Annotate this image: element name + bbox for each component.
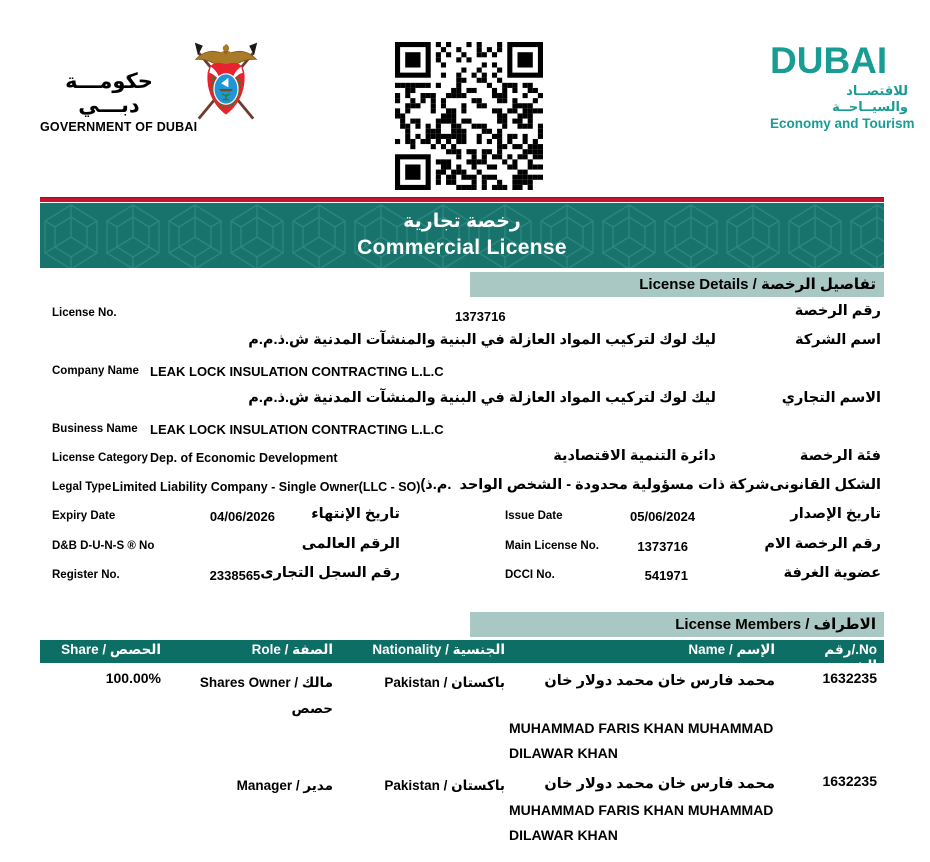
company-name-label-ar: اسم الشركة bbox=[794, 332, 881, 348]
business-name-value-ar: ليك لوك لتركيب المواد العازلة في البنية والمنشآت المدنية ش.ذ.م.م bbox=[248, 390, 716, 406]
gov-logo-arabic-title: حكومـــة دبـــي bbox=[65, 70, 153, 117]
license-category-label-en: License Category bbox=[52, 452, 148, 464]
det-logo-subtitle-arabic: للاقتصــاد والسيــاحــة bbox=[832, 83, 908, 114]
license-category-value-en: Dep. of Economic Development bbox=[150, 451, 338, 465]
issue-date-label-ar: تاريخ الإصدار bbox=[790, 506, 881, 522]
license-no-row bbox=[40, 302, 884, 331]
license-no-value: 1373716 bbox=[455, 309, 506, 324]
member-name-arabic: محمد فارس خان محمد دولار خان bbox=[544, 776, 775, 792]
license-category-value-ar: دائرة التنمية الاقتصادية bbox=[553, 448, 716, 464]
banner-title-english: Commercial License bbox=[357, 236, 567, 259]
duns-label-en: D&B D-U-N-S ® No bbox=[52, 539, 155, 552]
member-name-english: MUHAMMAD FARIS KHAN MUHAMMAD DILAWAR KHAN bbox=[509, 720, 774, 761]
col-header-nationality: Nationality / الجنسية bbox=[372, 642, 505, 657]
license-details-section-header: License Details / تفاصيل الرخصة bbox=[470, 272, 884, 297]
col-header-share: Share / الحصص bbox=[61, 642, 161, 657]
dcci-no-value: 541971 bbox=[644, 568, 688, 583]
main-license-no-label-en: Main License No. bbox=[505, 539, 599, 552]
legal-type-label-ar: الشكل القانونى bbox=[769, 477, 881, 493]
license-banner bbox=[40, 203, 884, 268]
company-name-value-en: LEAK LOCK INSULATION CONTRACTING L.L.C bbox=[150, 364, 444, 379]
member-role: Manager / مدير bbox=[236, 778, 333, 793]
company-name-arabic-row bbox=[40, 331, 884, 360]
business-name-value-en: LEAK LOCK INSULATION CONTRACTING L.L.C bbox=[150, 422, 444, 437]
license-details-table bbox=[40, 302, 884, 594]
company-name-value-ar: ليك لوك لتركيب المواد العازلة في البنية والمنشآت المدنية ش.ذ.م.م bbox=[248, 332, 716, 348]
member-nationality: Pakistan / باكستان bbox=[384, 778, 505, 793]
legal-type-label-en: Legal Type bbox=[52, 481, 112, 493]
license-no-label-en: License No. bbox=[52, 307, 117, 319]
dcci-no-label-ar: عضوية الغرفة bbox=[783, 565, 881, 581]
member-nationality: Pakistan / باكستان bbox=[384, 675, 505, 690]
register-no-label-ar: رقم السجل التجارى bbox=[260, 565, 400, 581]
register-dcci-row bbox=[40, 564, 884, 594]
col-header-role: Role / الصفة bbox=[251, 642, 333, 657]
main-license-no-label-ar: رقم الرخصة الام bbox=[764, 535, 881, 552]
duns-label-ar: الرقم العالمى bbox=[301, 535, 400, 552]
license-category-label-ar: فئة الرخصة bbox=[799, 448, 881, 464]
issue-date-value: 05/06/2024 bbox=[630, 509, 696, 524]
government-of-dubai-logo bbox=[40, 70, 198, 134]
member-row bbox=[40, 663, 884, 766]
expiry-date-label-ar: تاريخ الإنتهاء bbox=[311, 506, 400, 522]
company-name-label-en: Company Name bbox=[52, 365, 139, 377]
det-logo-wordmark: DUBAI bbox=[770, 40, 888, 81]
member-number: 1632235 bbox=[822, 670, 877, 686]
company-name-english-row bbox=[40, 360, 884, 389]
members-table-rows bbox=[40, 663, 884, 848]
member-name bbox=[509, 773, 779, 848]
gov-logo-english-title: GOVERNMENT OF DUBAI bbox=[40, 120, 198, 134]
legal-type-value-ar-fragment: (ذ.م. bbox=[420, 477, 452, 493]
banner-title-arabic: رخصة تجارية bbox=[403, 211, 521, 232]
qr-code-icon bbox=[395, 42, 543, 190]
register-no-label-en: Register No. bbox=[52, 569, 120, 581]
col-header-name: Name / الإسم bbox=[688, 642, 775, 657]
col-header-no: No./رقم الشخص bbox=[824, 642, 877, 673]
expiry-date-label-en: Expiry Date bbox=[52, 510, 116, 522]
legal-type-value-ar-main: شركة ذات مسؤولية محدودة - الشخص الواحد bbox=[459, 477, 770, 493]
members-table-header bbox=[40, 640, 884, 673]
member-name-english: MUHAMMAD FARIS KHAN MUHAMMAD DILAWAR KHAN bbox=[509, 802, 774, 843]
legal-type-value-en: Limited Liability Company - Single Owner(LLC - SO) bbox=[112, 480, 421, 494]
expiry-date-value: 04/06/2026 bbox=[209, 509, 275, 524]
license-members-section-header: License Members / الاطراف bbox=[470, 612, 884, 637]
member-row bbox=[40, 766, 884, 848]
dates-row bbox=[40, 505, 884, 535]
license-no-label-ar: رقم الرخصة bbox=[794, 303, 881, 319]
license-category-row bbox=[40, 447, 884, 476]
duns-main-license-row bbox=[40, 535, 884, 565]
business-name-label-ar: الاسم التجاري bbox=[781, 390, 881, 406]
business-name-arabic-row bbox=[40, 389, 884, 418]
business-name-label-en: Business Name bbox=[52, 423, 138, 435]
dubai-coat-of-arms-icon bbox=[178, 34, 274, 141]
member-role: Shares Owner / مالك حصص bbox=[199, 675, 333, 716]
member-name-arabic: محمد فارس خان محمد دولار خان bbox=[544, 673, 775, 689]
register-no-value: 2338565 bbox=[209, 568, 261, 583]
accent-line bbox=[40, 197, 884, 202]
business-name-english-row bbox=[40, 418, 884, 447]
legal-type-value-ar bbox=[420, 476, 769, 493]
issue-date-label-en: Issue Date bbox=[505, 510, 563, 522]
member-share: 100.00% bbox=[105, 670, 161, 686]
dcci-no-label-en: DCCI No. bbox=[505, 569, 555, 581]
member-name bbox=[509, 670, 779, 766]
legal-type-row bbox=[40, 476, 884, 505]
det-logo-subtitle-english: Economy and Tourism bbox=[770, 116, 915, 131]
main-license-no-value: 1373716 bbox=[637, 538, 688, 554]
member-number: 1632235 bbox=[822, 773, 877, 789]
duns-value bbox=[188, 535, 275, 565]
det-logo bbox=[770, 40, 915, 131]
